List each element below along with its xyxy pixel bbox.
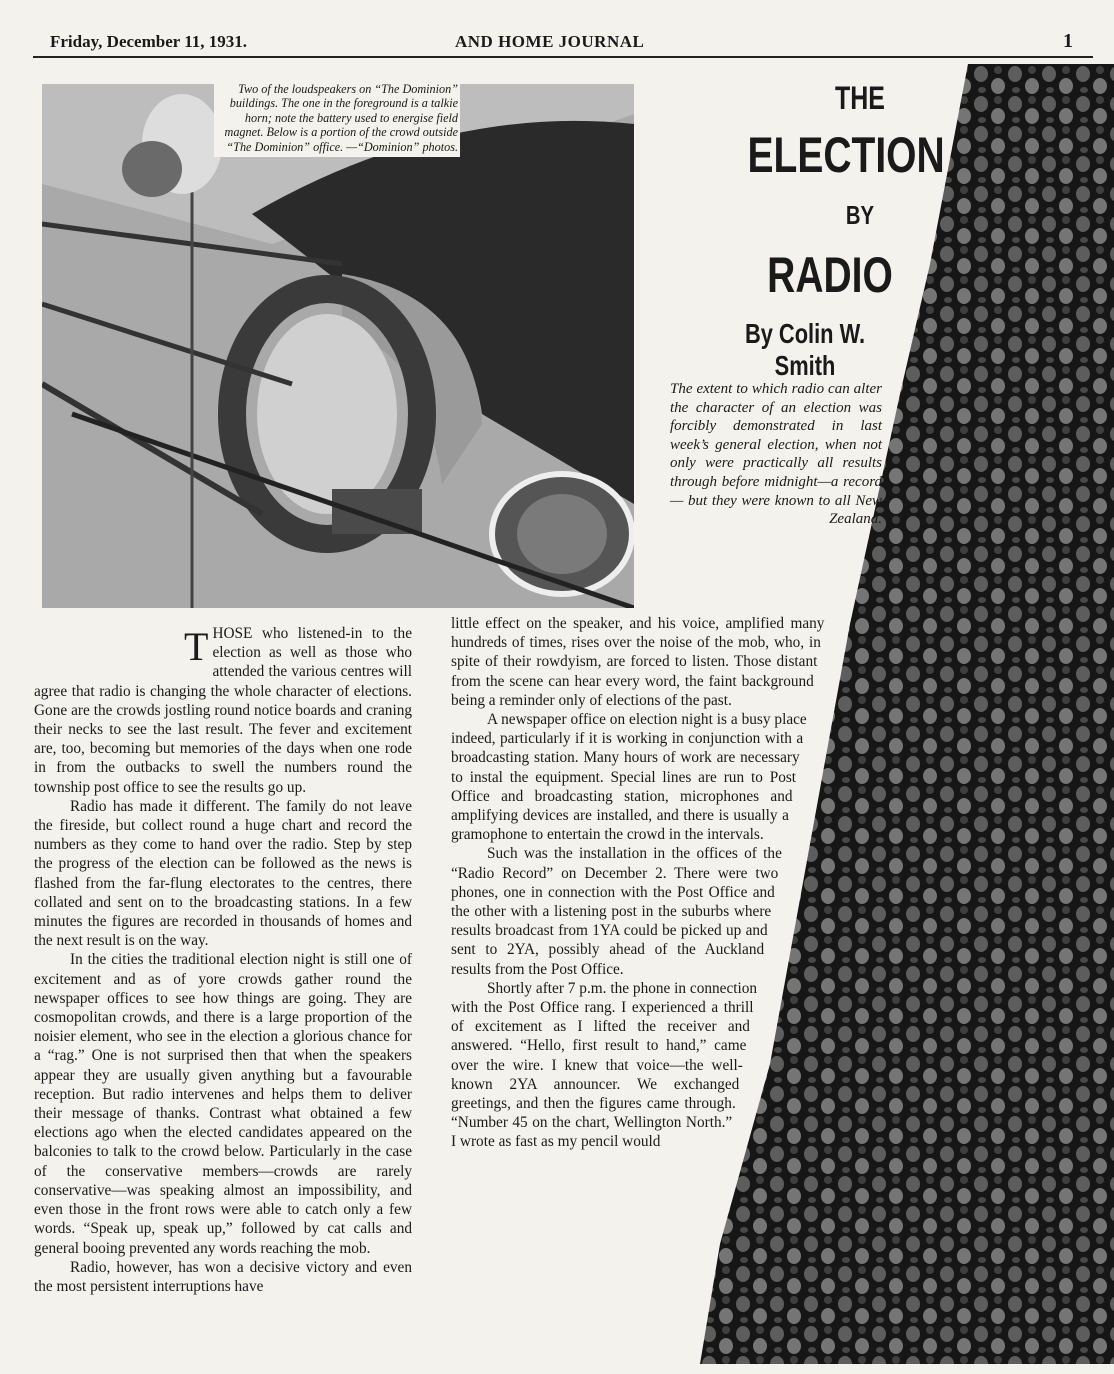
byline: By Colin W. Smith [744,318,866,381]
header-rule [33,56,1093,58]
standfirst: The extent to which radio can alter the character of an election was forcibly demonstrated in last week’s general election, when not only were practically all results through before midnight—a record — but they were known to all New Zealand. [670,381,882,528]
article-paragraph: Radio has made it different. The family do not leave the fireside, but collect round a huge chart and record the numbers as they come to hand over the radio. Step by step the progress of the election can be followed as the news is flashed from the far-flung electorates to the centres, there collated and sent on to the broadcasting stations. In a few minutes the figures are recorded in thousands of homes and the next result is on the way. [34,797,412,950]
article-column-left [34,624,412,1296]
article-paragraph: Shortly after 7 p.m. the phone in connection with the Post Office rang. I experienced a thrill of excitement as I lifted the receiver and answered. “Hello, first result to hand,” came over the wire. I knew that voice—the well-known 2YA announcer. We exchanged greetings, and then the figures came through. “Number 45 on the chart, Wellington North.” I wrote as fast as my pencil would [451,979,758,1151]
photo-caption: Two of the loudspeakers on “The Dominion” buildings. The one in the foreground is a talkie horn; note the battery used to energise field magnet. Below is a portion of the crowd outside “The Dominion” office. —“Dominion” photos. [214,82,460,157]
article-paragraph: Radio, however, has won a decisive victory and even the most persistent interruptions have [34,1258,412,1295]
article-paragraph: In the cities the traditional election night is still one of excitement and as of yore crowds gather round the newspaper offices to see how things are going. They are cosmopolitan crowds, and there is a large proportion of the noisier element, who see in the election a glorious chance for a “rag.” One is not surprised then that when the speakers appear they are usually given anything but a favourable reception. But radio intervenes and helps them to deliver their message of thanks. Contrast what obtained a few elections ago when the elected candidates appeared on the balconies to talk to the crowd below. Particularly in the case of the conservative members—crowds are rarely conservative—was speaking almost an impossibility, and even those in the front rows were able to catch only a few words. “Speak up, speak up,” followed by cat calls and general booing prevented any words reaching the mob. [34,951,412,1257]
article-paragraph: Such was the installation in the offices of the “Radio Record” on December 2. There were two phones, one in connection with the Post Office and the other with a listening post in the suburbs where results broadcast from 1YA could be picked up and sent to 2YA, possibly ahead of the Auckland results from the Post Office. [451,845,782,978]
drop-cap: T [184,624,209,669]
article-paragraph: THOSE who listened-in to the election as well as those who attended the various centres will agree that radio is changing the whole character of elections. Gone are the crowds jostling round notice boards and craning their necks to see the last result. The fever and excitement are, too, becoming but memories of the days when one rode in from the outbacks to swell the numbers round the township post office to see the results go up. [34,624,412,796]
article-paragraph: A newspaper office on election night is a busy place indeed, particularly if it is working in conjunction with a broadcasting station. Many hours of work are necessary to instal the equipment. Special lines are run to Post Office and broadcasting station, microphones and amplifying devices are installed, and there is usually a gramophone to entertain the crowd in the intervals. [451,711,807,844]
headline-by: BY [845,200,875,230]
headline-election: ELECTION [747,127,945,183]
headline-radio: RADIO [767,247,893,303]
headline-the: THE [835,80,885,116]
page-number: 1 [1063,30,1073,52]
header-date: Friday, December 11, 1931. [50,32,248,51]
article-paragraph: little effect on the speaker, and his voice, amplified many hundreds of times, rises over the noise of the mob, who, in spite of their rowdyism, are forced to listen. Those distant from the scene can hear every word, the faint background being a reminder only of elections of the past. [451,615,825,709]
article-column-right [451,614,835,1334]
loudspeaker-photo [42,84,634,608]
header-publication: AND HOME JOURNAL [455,32,645,51]
